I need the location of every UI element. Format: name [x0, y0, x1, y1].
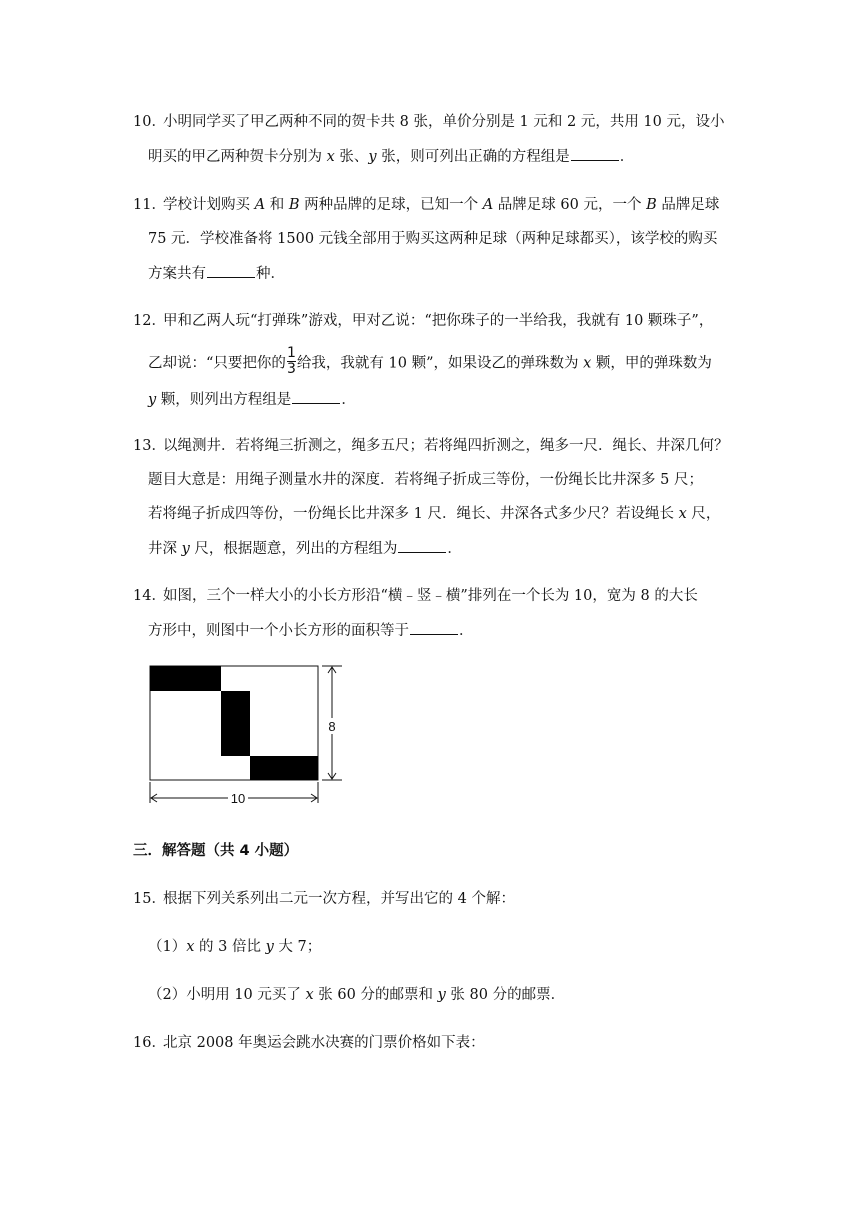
fraction-denominator: 3: [286, 361, 296, 377]
answer-blank[interactable]: [292, 389, 340, 404]
question-12-line-3: [148, 389, 356, 410]
question-text: 颗，甲的弹珠数为: [591, 355, 712, 372]
question-text: 北京 2008 年奥运会跳水决赛的门票价格如下表：: [163, 1035, 485, 1051]
question-text: 题目大意是：用绳子测量水井的深度．若将绳子折成三等份，一份绳长比井深多 5 尺；: [148, 472, 703, 488]
question-text: 张 60 分的邮票和: [313, 987, 438, 1003]
variable: x: [326, 149, 335, 165]
question-text: 张，则可列出正确的方程组是: [376, 149, 570, 165]
variable: x: [583, 355, 592, 372]
question-number: 10．: [133, 114, 166, 130]
question-text: 品牌足球: [656, 197, 720, 213]
question-number: 14．: [133, 588, 166, 604]
question-13-line-1: [133, 436, 729, 456]
variable: x: [186, 939, 195, 955]
answer-blank[interactable]: [207, 263, 255, 278]
question-number: 13．: [133, 438, 166, 454]
question-text: 大 7；: [273, 939, 322, 955]
question-text: 两种品牌的足球，已知一个: [299, 197, 483, 213]
answer-blank[interactable]: [410, 620, 458, 635]
variable: B: [646, 197, 657, 213]
variable: A: [254, 197, 266, 213]
question-text: 和: [265, 197, 289, 213]
question-text: 明买的甲乙两种贺卡分别为: [148, 149, 327, 165]
variable: B: [288, 197, 300, 213]
variable: y: [148, 392, 157, 408]
question-text: 尺，: [686, 506, 721, 522]
question-13-line-3: [148, 504, 720, 524]
question-text: 种．: [256, 266, 285, 282]
small-rectangle-top: [150, 666, 221, 691]
question-11-line-1: [133, 195, 719, 215]
question-text: 颗，则列出方程组是: [156, 392, 292, 408]
question-number: 12．: [133, 313, 166, 329]
question-text: 如图，三个一样大小的小长方形沿“横﹣竖﹣横”排列在一个长为 10，宽为 8 的大长: [163, 588, 698, 604]
width-label: 10: [230, 791, 246, 806]
question-text: 尺，根据题意，列出的方程组为: [189, 541, 398, 557]
punctuation: ．: [619, 149, 635, 165]
question-text: 方案共有: [148, 266, 206, 282]
question-15-line-1: [133, 889, 515, 909]
question-text: 学校计划购买: [163, 197, 255, 213]
question-16-line-1: [133, 1033, 485, 1053]
question-number: 16．: [133, 1035, 166, 1051]
question-text: 张 80 分的邮票．: [445, 987, 566, 1003]
question-10-line-2: [148, 146, 634, 167]
punctuation: ．: [447, 541, 462, 557]
small-rectangle-bottom: [250, 756, 318, 780]
rectangle-figure: [140, 660, 360, 810]
question-text: 75 元．学校准备将 1500 元钱全部用于购买这两种足球（两种足球都买），该学校的购买: [148, 231, 718, 247]
punctuation: ．: [459, 623, 474, 639]
question-text: 乙却说：“只要把你的: [148, 355, 286, 372]
question-number: 15．: [133, 891, 166, 907]
variable: A: [482, 197, 494, 213]
question-14-line-2: [148, 620, 474, 641]
question-14-line-1: [133, 586, 698, 606]
variable: y: [437, 987, 446, 1003]
question-13-line-2: [148, 470, 703, 490]
question-text: （2）小明用 10 元买了: [148, 987, 306, 1003]
question-15-subpart-1: [148, 937, 321, 957]
variable: y: [265, 939, 274, 955]
question-text: 的 3 倍比: [194, 939, 266, 955]
section-heading: 三．解答题（共 4 小题）: [133, 843, 299, 859]
question-13-line-4: [148, 538, 462, 559]
small-rectangle-vertical: [221, 691, 250, 756]
question-text: （1）: [148, 939, 187, 955]
variable: y: [368, 149, 377, 165]
question-11-line-2: [148, 229, 717, 249]
question-15-subpart-2: [148, 985, 565, 1005]
height-label: 8: [328, 719, 336, 734]
question-10-line-1: [133, 112, 725, 132]
question-text: 井深: [148, 541, 182, 557]
question-12-line-1: [133, 311, 713, 331]
variable: x: [305, 987, 314, 1003]
question-text: 小明同学买了甲乙两种不同的贺卡共 8 张，单价分别是 1 元和 2 元，共用 10 元，设小: [163, 114, 725, 130]
question-text: 张、: [334, 149, 369, 165]
question-12-line-2: [148, 345, 712, 379]
question-number: 11．: [133, 197, 166, 213]
answer-blank[interactable]: [398, 538, 446, 553]
punctuation: ．: [341, 392, 356, 408]
fraction-one-third: [287, 346, 296, 377]
question-text: 方形中，则图中一个小长方形的面积等于: [148, 623, 409, 639]
fraction-numerator: 1: [286, 345, 296, 361]
question-text: 给我，我就有 10 颗”，如果设乙的弹珠数为: [296, 355, 584, 372]
question-text: 甲和乙两人玩“打弹珠”游戏，甲对乙说：“把你珠子的一半给我，我就有 10 颗珠子”，: [163, 313, 714, 329]
variable: y: [181, 541, 190, 557]
question-text: 品牌足球 60 元，一个: [493, 197, 647, 213]
variable: x: [678, 506, 687, 522]
question-11-line-3: [148, 263, 285, 284]
question-text: 若将绳子折成四等份，一份绳长比井深多 1 尺．绳长、井深各式多少尺？若设绳长: [148, 506, 679, 522]
answer-blank[interactable]: [571, 146, 619, 161]
question-text: 以绳测井．若将绳三折测之，绳多五尺；若将绳四折测之，绳多一尺．绳长、井深几何？: [163, 438, 729, 454]
question-text: 根据下列关系列出二元一次方程，并写出它的 4 个解：: [163, 891, 515, 907]
